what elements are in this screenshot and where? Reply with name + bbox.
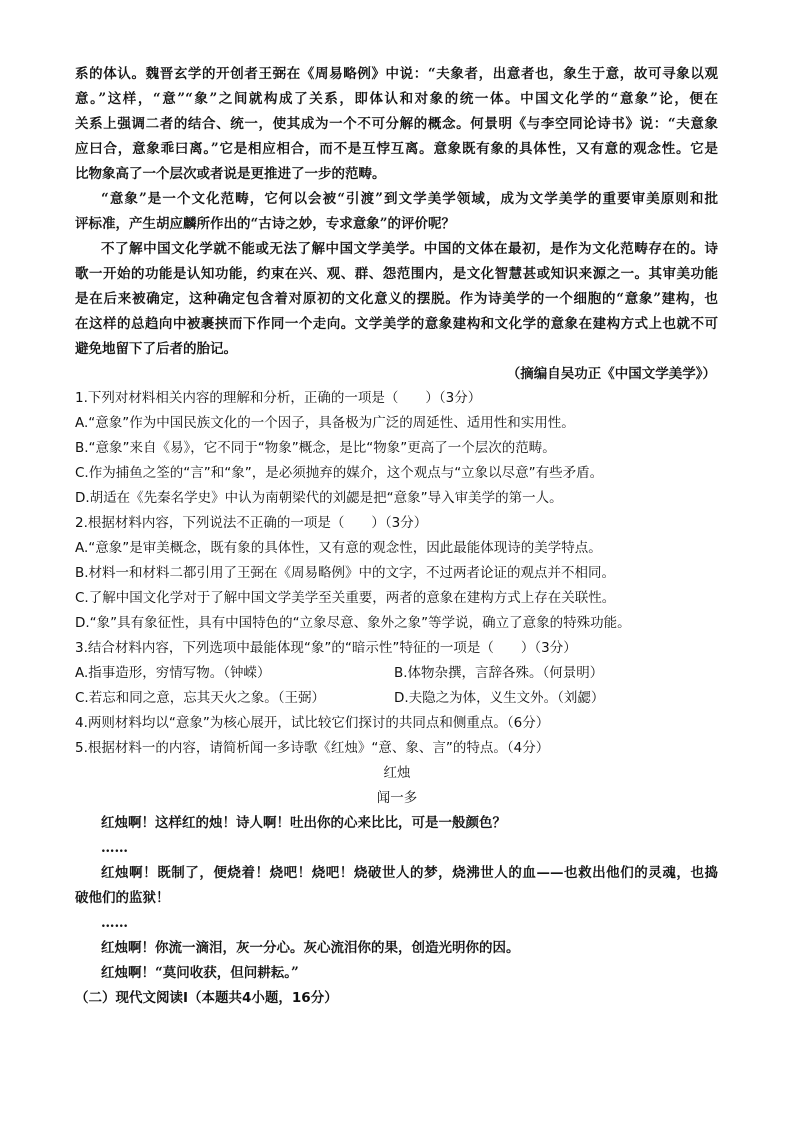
poem-ellipsis: …… <box>101 915 128 931</box>
option-line: C.作为捕鱼之筌的“言”和“象”，是必须抛弃的媒介，这个观点与“立象以尽意”有些矛盾。 <box>75 465 604 481</box>
question-2: 2.根据材料内容，下列说法不正确的一项是（ ）（3分） <box>75 515 428 531</box>
option-b: B.体物杂撰，言辞各殊。（何景明） <box>394 665 604 681</box>
section-heading: （二）现代文阅读Ⅰ（本题共4小题，16分） <box>75 990 338 1006</box>
passage-line: 意。”这样，“意”“象”之间就构成了关系，即体认和对象的统一体。中国文化学的“意象”论，便在 <box>75 91 718 107</box>
poem-ellipsis: …… <box>101 840 128 856</box>
question-5: 5.根据材料一的内容，请简析闻一多诗歌《红烛》“意、象、言”的特点。（4分） <box>75 740 550 756</box>
source-note: （摘编自吴功正《中国文学美学》） <box>506 366 716 382</box>
passage-line: 在这样的总趋向中被裹挟而下作同一个走向。文学美学的意象建构和文化学的意象在建构方式上也就不可 <box>75 316 718 332</box>
question-4: 4.两则材料均以“意象”为核心展开，试比较它们探讨的共同点和侧重点。（6分） <box>75 715 550 731</box>
option-line: B.“意象”来自《易》，它不同于“物象”概念，是比“物象”更高了一个层次的范畴。 <box>75 440 556 456</box>
option-d: D.夫隐之为体，义生文外。（刘勰） <box>394 690 605 706</box>
passage-line: 歌一开始的功能是认知功能，约束在兴、观、群、怨范围内，是文化智慧甚或知识来源之一。其审美功能 <box>75 266 718 282</box>
option-c: C.若忘和同之意，忘其天火之象。（王弼） <box>75 690 325 706</box>
poem-line: 红烛啊！你流一滴泪，灰一分心。灰心流泪你的果，创造光明你的因。 <box>101 940 520 956</box>
question-3: 3.结合材料内容，下列选项中最能体现“象”的“暗示性”特征的一项是（ ）（3分） <box>75 640 577 656</box>
option-a: A.指事造形，穷情写物。（钟嵘） <box>75 665 271 681</box>
poem-title: 红烛 <box>383 765 411 781</box>
option-line: C.了解中国文化学对于了解中国文学美学至关重要，两者的意象在建构方式上存在关联性。 <box>75 590 616 606</box>
poem-line: 破他们的监狱！ <box>75 890 170 906</box>
passage-line: 系的体认。魏晋玄学的开创者王弼在《周易略例》中说：“夫象者，出意者也，象生于意，故可寻象以观 <box>75 66 718 82</box>
option-line: A.“意象”作为中国民族文化的一个因子，具备极为广泛的周延性、适用性和实用性。 <box>75 415 575 431</box>
poem-line: 红烛啊！既制了，便烧着！烧吧！烧吧！烧破世人的梦，烧沸世人的血——也救出他们的灵魂，也捣 <box>101 865 718 881</box>
passage-line: 不了解中国文化学就不能或无法了解中国文学美学。中国的文体在最初，是作为文化范畴存在的。诗 <box>101 241 718 257</box>
passage-line: 比物象高了一个层次或者说是更推进了一步的范畴。 <box>75 166 386 182</box>
poem-author: 闻一多 <box>376 790 418 806</box>
question-1: 1.下列对材料相关内容的理解和分析，正确的一项是（ ）（3分） <box>75 390 482 406</box>
option-line: D.胡适在《先秦名学史》中认为南朝梁代的刘勰是把“意象”导入审美学的第一人。 <box>75 490 563 506</box>
poem-line: 红烛啊！这样红的烛！诗人啊！吐出你的心来比比，可是一般颜色？ <box>101 815 506 831</box>
passage-line: 应曰合，意象乖曰离。”它是相应相合，而不是互悖互离。意象既有象的具体性，又有意的观念性。它是 <box>75 141 718 157</box>
passage-line: 关系上强调二者的结合、统一，使其成为一个不可分解的概念。何景明《与李空同论诗书》说：“夫意象 <box>75 116 718 132</box>
poem-line: 红烛啊！“莫问收获，但问耕耘。” <box>101 965 299 981</box>
option-line: B.材料一和材料二都引用了王弼在《周易略例》中的文字，不过两者论证的观点并不相同。 <box>75 565 616 581</box>
passage-line: 评标准，产生胡应麟所作出的“古诗之妙，专求意象”的评价呢？ <box>75 216 456 232</box>
passage-line: “意象”是一个文化范畴，它何以会被“引渡”到文学美学领域，成为文学美学的重要审美原则和批 <box>101 191 718 207</box>
option-line: A.“意象”是审美概念，既有象的具体性，又有意的观念性，因此最能体现诗的美学特点。 <box>75 540 602 556</box>
passage-line: 避免地留下了后者的胎记。 <box>75 341 237 357</box>
passage-line: 是在后来被确定，这种确定包含着对原初的文化意义的摆脱。作为诗美学的一个细胞的“意象”建构，也 <box>75 291 718 307</box>
option-line: D.“象”具有象征性，具有中国特色的“立象尽意、象外之象”等学说，确立了意象的特殊功能。 <box>75 615 631 631</box>
